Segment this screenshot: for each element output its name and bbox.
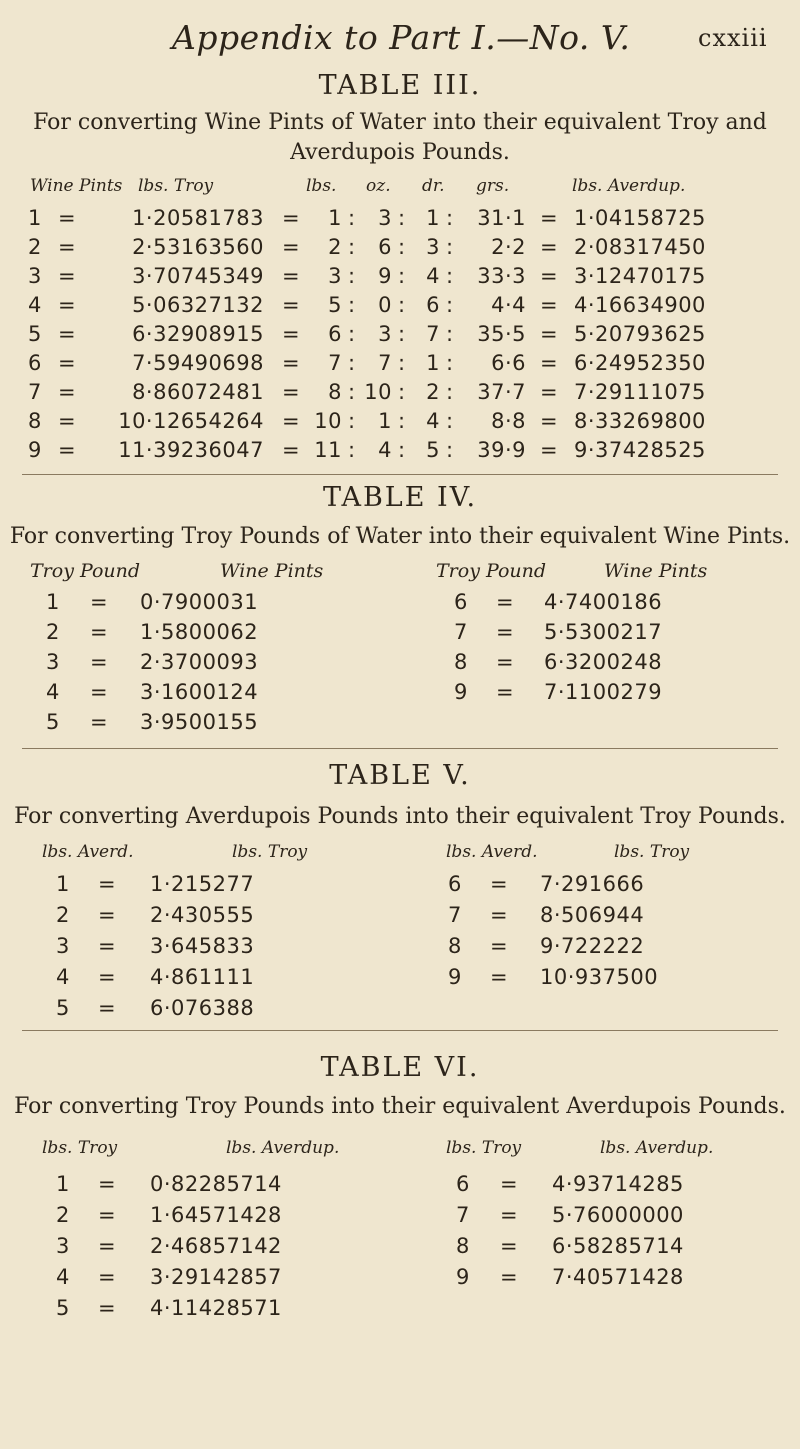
colon: :	[348, 438, 356, 462]
table3-col-dr: dr.	[422, 176, 445, 196]
colon: :	[398, 409, 406, 433]
left-value: 3·645833	[150, 934, 255, 958]
colon: :	[446, 380, 454, 404]
left-value: 1·215277	[150, 872, 255, 896]
equals-sign: =	[58, 235, 77, 259]
left-value: 0·7900031	[140, 590, 259, 614]
oz: 3	[378, 322, 392, 346]
equals-sign: =	[540, 380, 559, 404]
dr: 6	[426, 293, 440, 317]
colon: :	[398, 235, 406, 259]
equals-sign: =	[282, 264, 301, 288]
colon: :	[348, 206, 356, 230]
oz: 0	[378, 293, 392, 317]
lbs-troy: 3·70745349	[132, 264, 264, 288]
equals-sign: =	[98, 1234, 117, 1258]
table4-caption: For converting Troy Pounds of Water into their equivalent Wine Pints.	[9, 524, 791, 549]
lbs-averdup: 3·12470175	[574, 264, 706, 288]
lbs-troy: 1·20581783	[132, 206, 264, 230]
dr: 7	[426, 322, 440, 346]
lbs: 1	[328, 206, 342, 230]
table6-row	[0, 1265, 800, 1295]
equals-sign: =	[98, 1203, 117, 1227]
table5-col-lbs-averd-left: lbs. Averd.	[42, 842, 134, 862]
lbs: 10	[314, 409, 342, 433]
grs: 39·9	[477, 438, 526, 462]
table4-col-troy-pound-left: Troy Pound	[30, 560, 141, 582]
equals-sign: =	[282, 206, 301, 230]
equals-sign: =	[90, 650, 109, 674]
equals-sign: =	[500, 1203, 519, 1227]
table3-col-lbs-averdup: lbs. Averdup.	[572, 176, 686, 196]
grs: 35·5	[477, 322, 526, 346]
equals-sign: =	[90, 710, 109, 734]
divider	[22, 1030, 778, 1031]
left-value: 3·29142857	[150, 1265, 282, 1289]
left-value: 2·430555	[150, 903, 255, 927]
colon: :	[398, 293, 406, 317]
colon: :	[348, 235, 356, 259]
lbs-averdup: 1·04158725	[574, 206, 706, 230]
divider	[22, 748, 778, 749]
left-number: 5	[46, 710, 60, 734]
left-number: 2	[56, 1203, 70, 1227]
colon: :	[348, 293, 356, 317]
equals-sign: =	[496, 680, 515, 704]
table6-col-lbs-troy-right: lbs. Troy	[446, 1138, 522, 1158]
right-number: 6	[456, 1172, 470, 1196]
equals-sign: =	[282, 235, 301, 259]
dr: 3	[426, 235, 440, 259]
wine-pints: 3	[28, 264, 42, 288]
equals-sign: =	[282, 351, 301, 375]
lbs-averdup: 7·29111075	[574, 380, 706, 404]
table5-row	[0, 934, 800, 964]
colon: :	[446, 206, 454, 230]
right-number: 8	[456, 1234, 470, 1258]
lbs-averdup: 6·24952350	[574, 351, 706, 375]
table4-row	[0, 710, 800, 740]
colon: :	[398, 438, 406, 462]
dr: 5	[426, 438, 440, 462]
oz: 9	[378, 264, 392, 288]
equals-sign: =	[282, 409, 301, 433]
left-value: 0·82285714	[150, 1172, 282, 1196]
table3-row	[0, 293, 800, 323]
colon: :	[398, 351, 406, 375]
equals-sign: =	[90, 620, 109, 644]
lbs-troy: 5·06327132	[132, 293, 264, 317]
right-value: 7·291666	[540, 872, 645, 896]
right-number: 6	[448, 872, 462, 896]
equals-sign: =	[496, 590, 515, 614]
table3-col-lbs-troy: lbs. Troy	[138, 176, 214, 196]
equals-sign: =	[98, 996, 117, 1020]
left-value: 1·64571428	[150, 1203, 282, 1227]
equals-sign: =	[540, 322, 559, 346]
equals-sign: =	[540, 409, 559, 433]
right-number: 8	[448, 934, 462, 958]
lbs: 3	[328, 264, 342, 288]
wine-pints: 5	[28, 322, 42, 346]
lbs-averdup: 5·20793625	[574, 322, 706, 346]
equals-sign: =	[98, 903, 117, 927]
equals-sign: =	[540, 264, 559, 288]
table6-col-lbs-troy-left: lbs. Troy	[42, 1138, 118, 1158]
equals-sign: =	[58, 409, 77, 433]
right-value: 5·76000000	[552, 1203, 684, 1227]
equals-sign: =	[540, 438, 559, 462]
dr: 4	[426, 409, 440, 433]
table6-row	[0, 1234, 800, 1264]
equals-sign: =	[490, 903, 509, 927]
left-number: 2	[56, 903, 70, 927]
wine-pints: 6	[28, 351, 42, 375]
table3-row	[0, 409, 800, 439]
colon: :	[348, 351, 356, 375]
dr: 4	[426, 264, 440, 288]
left-number: 1	[56, 872, 70, 896]
equals-sign: =	[496, 620, 515, 644]
left-number: 4	[56, 965, 70, 989]
dr: 1	[426, 206, 440, 230]
equals-sign: =	[282, 293, 301, 317]
equals-sign: =	[58, 264, 77, 288]
table3-row	[0, 206, 800, 236]
lbs-troy: 7·59490698	[132, 351, 264, 375]
table4-heading: TABLE IV.	[322, 482, 478, 513]
left-number: 1	[56, 1172, 70, 1196]
colon: :	[348, 264, 356, 288]
right-value: 4·93714285	[552, 1172, 684, 1196]
colon: :	[446, 351, 454, 375]
dr: 2	[426, 380, 440, 404]
right-number: 9	[454, 680, 468, 704]
table4-row	[0, 590, 800, 620]
table3-row	[0, 351, 800, 381]
table3-heading: TABLE III.	[318, 70, 482, 101]
right-number: 7	[448, 903, 462, 927]
equals-sign: =	[58, 380, 77, 404]
table6-row	[0, 1296, 800, 1326]
equals-sign: =	[500, 1172, 519, 1196]
table5-col-lbs-averd-right: lbs. Averd.	[446, 842, 538, 862]
table5-col-lbs-troy-right: lbs. Troy	[614, 842, 690, 862]
table5-col-lbs-troy-left: lbs. Troy	[232, 842, 308, 862]
right-value: 9·722222	[540, 934, 645, 958]
table4-col-wine-pints-right: Wine Pints	[604, 560, 708, 582]
colon: :	[446, 409, 454, 433]
wine-pints: 9	[28, 438, 42, 462]
left-number: 4	[56, 1265, 70, 1289]
right-value: 6·3200248	[544, 650, 663, 674]
colon: :	[348, 322, 356, 346]
table3-col-oz: oz.	[366, 176, 391, 196]
right-value: 10·937500	[540, 965, 659, 989]
grs: 31·1	[477, 206, 526, 230]
equals-sign: =	[98, 1296, 117, 1320]
equals-sign: =	[98, 872, 117, 896]
equals-sign: =	[58, 438, 77, 462]
lbs: 8	[328, 380, 342, 404]
lbs-averdup: 2·08317450	[574, 235, 706, 259]
equals-sign: =	[98, 934, 117, 958]
equals-sign: =	[58, 322, 77, 346]
table4-row	[0, 650, 800, 680]
table6-row	[0, 1172, 800, 1202]
equals-sign: =	[496, 650, 515, 674]
right-number: 9	[448, 965, 462, 989]
lbs: 6	[328, 322, 342, 346]
colon: :	[398, 380, 406, 404]
table5-row	[0, 872, 800, 902]
equals-sign: =	[282, 322, 301, 346]
equals-sign: =	[490, 965, 509, 989]
equals-sign: =	[282, 438, 301, 462]
lbs-troy: 11·39236047	[118, 438, 264, 462]
equals-sign: =	[98, 1265, 117, 1289]
table6-col-lbs-averdup-right: lbs. Averdup.	[600, 1138, 714, 1158]
table5-row	[0, 903, 800, 933]
left-number: 5	[56, 996, 70, 1020]
right-value: 4·7400186	[544, 590, 663, 614]
equals-sign: =	[540, 293, 559, 317]
wine-pints: 7	[28, 380, 42, 404]
left-number: 2	[46, 620, 60, 644]
equals-sign: =	[540, 351, 559, 375]
running-head-title: Appendix to Part I.—No. V.	[172, 18, 631, 57]
table3-row	[0, 264, 800, 294]
lbs-troy: 8·86072481	[132, 380, 264, 404]
equals-sign: =	[90, 590, 109, 614]
left-value: 1·5800062	[140, 620, 259, 644]
left-value: 4·11428571	[150, 1296, 282, 1320]
left-value: 3·9500155	[140, 710, 259, 734]
right-number: 7	[454, 620, 468, 644]
dr: 1	[426, 351, 440, 375]
table3-col-grs: grs.	[476, 176, 510, 196]
left-number: 3	[56, 934, 70, 958]
grs: 2·2	[491, 235, 526, 259]
left-number: 3	[46, 650, 60, 674]
oz: 4	[378, 438, 392, 462]
table3-caption-line2: Averdupois Pounds.	[290, 140, 510, 165]
lbs-troy: 6·32908915	[132, 322, 264, 346]
table4-row	[0, 620, 800, 650]
wine-pints: 1	[28, 206, 42, 230]
left-value: 3·1600124	[140, 680, 259, 704]
left-value: 2·3700093	[140, 650, 259, 674]
grs: 37·7	[477, 380, 526, 404]
right-value: 7·40571428	[552, 1265, 684, 1289]
colon: :	[446, 235, 454, 259]
oz: 6	[378, 235, 392, 259]
colon: :	[446, 293, 454, 317]
colon: :	[398, 264, 406, 288]
oz: 7	[378, 351, 392, 375]
equals-sign: =	[540, 235, 559, 259]
table3-col-lbs: lbs.	[306, 176, 337, 196]
table5-row	[0, 996, 800, 1026]
equals-sign: =	[490, 934, 509, 958]
table6-caption: For converting Troy Pounds into their equivalent Averdupois Pounds.	[14, 1094, 786, 1119]
right-number: 7	[456, 1203, 470, 1227]
table4-col-wine-pints-left: Wine Pints	[220, 560, 324, 582]
left-value: 4·861111	[150, 965, 255, 989]
table3-row	[0, 235, 800, 265]
wine-pints: 2	[28, 235, 42, 259]
lbs: 2	[328, 235, 342, 259]
left-value: 6·076388	[150, 996, 255, 1020]
equals-sign: =	[98, 1172, 117, 1196]
wine-pints: 8	[28, 409, 42, 433]
equals-sign: =	[98, 965, 117, 989]
left-number: 5	[56, 1296, 70, 1320]
colon: :	[446, 438, 454, 462]
colon: :	[348, 380, 356, 404]
oz: 10	[364, 380, 392, 404]
left-number: 4	[46, 680, 60, 704]
colon: :	[398, 206, 406, 230]
right-number: 9	[456, 1265, 470, 1289]
equals-sign: =	[540, 206, 559, 230]
table6-col-lbs-averdup-left: lbs. Averdup.	[226, 1138, 340, 1158]
colon: :	[398, 322, 406, 346]
table3-row	[0, 380, 800, 410]
lbs-troy: 2·53163560	[132, 235, 264, 259]
divider	[22, 474, 778, 475]
table5-row	[0, 965, 800, 995]
table3-row	[0, 438, 800, 468]
lbs-averdup: 8·33269800	[574, 409, 706, 433]
lbs-troy: 10·12654264	[118, 409, 264, 433]
equals-sign: =	[90, 680, 109, 704]
left-number: 3	[56, 1234, 70, 1258]
grs: 6·6	[491, 351, 526, 375]
grs: 33·3	[477, 264, 526, 288]
right-value: 5·5300217	[544, 620, 663, 644]
wine-pints: 4	[28, 293, 42, 317]
table3-col-wine-pints: Wine Pints	[30, 176, 123, 196]
equals-sign: =	[282, 380, 301, 404]
lbs-averdup: 4·16634900	[574, 293, 706, 317]
equals-sign: =	[500, 1234, 519, 1258]
table6-heading: TABLE VI.	[320, 1052, 480, 1083]
oz: 3	[378, 206, 392, 230]
equals-sign: =	[58, 206, 77, 230]
lbs: 5	[328, 293, 342, 317]
right-number: 6	[454, 590, 468, 614]
right-value: 7·1100279	[544, 680, 663, 704]
table3-caption-line1: For converting Wine Pints of Water into their equivalent Troy and	[33, 110, 767, 135]
grs: 4·4	[491, 293, 526, 317]
table6-row	[0, 1203, 800, 1233]
page-number: cxxiii	[698, 24, 768, 52]
equals-sign: =	[58, 293, 77, 317]
equals-sign: =	[490, 872, 509, 896]
right-value: 6·58285714	[552, 1234, 684, 1258]
table5-heading: TABLE V.	[329, 760, 471, 791]
lbs: 7	[328, 351, 342, 375]
colon: :	[446, 264, 454, 288]
table4-row	[0, 680, 800, 710]
grs: 8·8	[491, 409, 526, 433]
equals-sign: =	[500, 1265, 519, 1289]
colon: :	[446, 322, 454, 346]
right-value: 8·506944	[540, 903, 645, 927]
lbs-averdup: 9·37428525	[574, 438, 706, 462]
colon: :	[348, 409, 356, 433]
lbs: 11	[314, 438, 342, 462]
left-number: 1	[46, 590, 60, 614]
left-value: 2·46857142	[150, 1234, 282, 1258]
table4-col-troy-pound-right: Troy Pound	[436, 560, 547, 582]
table3-row	[0, 322, 800, 352]
equals-sign: =	[58, 351, 77, 375]
table5-caption: For converting Averdupois Pounds into their equivalent Troy Pounds.	[14, 804, 786, 829]
oz: 1	[378, 409, 392, 433]
right-number: 8	[454, 650, 468, 674]
running-head	[0, 18, 800, 62]
